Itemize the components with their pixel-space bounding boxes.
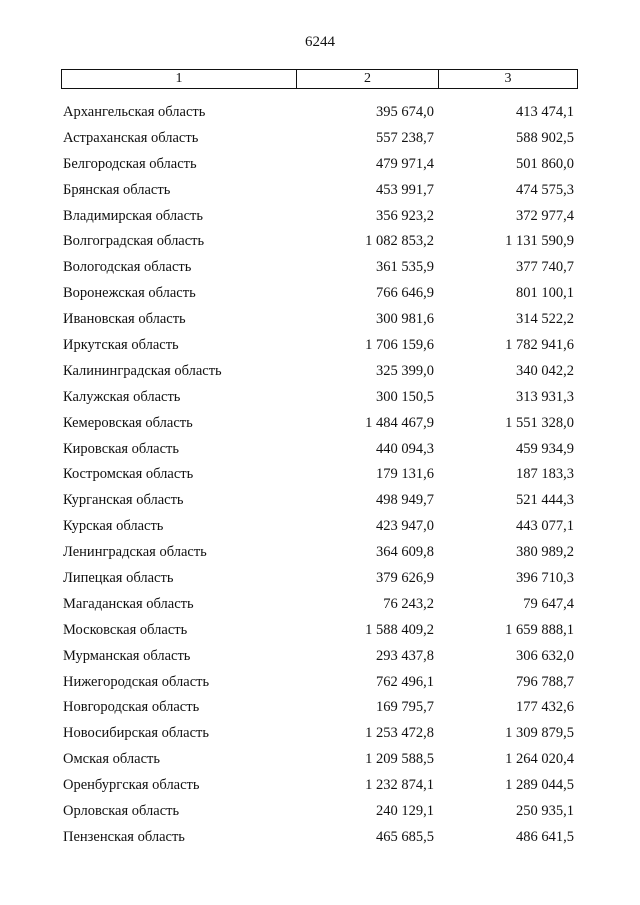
header-col-3: 3 bbox=[504, 71, 512, 86]
region-name: Ивановская область bbox=[63, 311, 186, 328]
value-col-3: 1 131 590,9 bbox=[505, 233, 574, 250]
value-col-2: 364 609,8 bbox=[376, 544, 434, 561]
region-name: Орловская область bbox=[63, 803, 180, 820]
region-name: Белгородская область bbox=[63, 155, 197, 172]
value-col-2: 293 437,8 bbox=[376, 647, 434, 664]
header-col-1: 1 bbox=[62, 70, 297, 88]
region-name: Липецкая область bbox=[63, 570, 174, 587]
table-row bbox=[0, 463, 640, 489]
table-row bbox=[0, 256, 640, 282]
value-col-2: 465 685,5 bbox=[376, 828, 434, 845]
value-col-3: 801 100,1 bbox=[516, 285, 574, 302]
value-col-2: 1 253 472,8 bbox=[365, 725, 434, 742]
value-col-3: 796 788,7 bbox=[516, 673, 574, 690]
table-row bbox=[0, 282, 640, 308]
region-name: Кемеровская область bbox=[63, 414, 193, 431]
value-col-3: 250 935,1 bbox=[516, 803, 574, 820]
value-col-3: 443 077,1 bbox=[516, 518, 574, 535]
table-row bbox=[0, 826, 640, 852]
table-row bbox=[0, 438, 640, 464]
region-name: Мурманская область bbox=[63, 647, 191, 664]
region-name: Курганская область bbox=[63, 492, 184, 509]
value-col-3: 474 575,3 bbox=[516, 181, 574, 198]
value-col-2: 498 949,7 bbox=[376, 492, 434, 509]
value-col-3: 1 289 044,5 bbox=[505, 777, 574, 794]
table-row bbox=[0, 412, 640, 438]
region-name: Пензенская область bbox=[63, 828, 185, 845]
region-name: Владимирская область bbox=[63, 207, 203, 224]
value-col-2: 325 399,0 bbox=[376, 362, 434, 379]
table-row bbox=[0, 360, 640, 386]
value-col-3: 521 444,3 bbox=[516, 492, 574, 509]
value-col-3: 177 432,6 bbox=[516, 699, 574, 716]
value-col-2: 1 209 588,5 bbox=[365, 751, 434, 768]
value-col-2: 169 795,7 bbox=[376, 699, 434, 716]
value-col-2: 300 981,6 bbox=[376, 311, 434, 328]
table-row bbox=[0, 671, 640, 697]
region-name: Иркутская область bbox=[63, 337, 179, 354]
region-name: Калининградская область bbox=[63, 362, 222, 379]
value-col-2: 479 971,4 bbox=[376, 155, 434, 172]
table-row bbox=[0, 645, 640, 671]
region-name: Кировская область bbox=[63, 440, 180, 457]
value-col-3: 79 647,4 bbox=[523, 595, 574, 612]
value-col-2: 1 484 467,9 bbox=[365, 414, 434, 431]
table-row bbox=[0, 593, 640, 619]
table-row bbox=[0, 696, 640, 722]
table-row bbox=[0, 800, 640, 826]
region-name: Калужская область bbox=[63, 388, 181, 405]
table-row bbox=[0, 541, 640, 567]
region-name: Новосибирская область bbox=[63, 725, 209, 742]
value-col-3: 588 902,5 bbox=[516, 129, 574, 146]
region-name: Ленинградская область bbox=[63, 544, 207, 561]
value-col-3: 314 522,2 bbox=[516, 311, 574, 328]
table-row bbox=[0, 230, 640, 256]
region-name: Новгородская область bbox=[63, 699, 200, 716]
value-col-2: 423 947,0 bbox=[376, 518, 434, 535]
region-name: Нижегородская область bbox=[63, 673, 210, 690]
value-col-2: 361 535,9 bbox=[376, 259, 434, 276]
table-row bbox=[0, 334, 640, 360]
table-row bbox=[0, 515, 640, 541]
value-col-3: 377 740,7 bbox=[516, 259, 574, 276]
table-row bbox=[0, 722, 640, 748]
value-col-2: 766 646,9 bbox=[376, 285, 434, 302]
region-name: Волгоградская область bbox=[63, 233, 205, 250]
table-row bbox=[0, 308, 640, 334]
value-col-3: 501 860,0 bbox=[516, 155, 574, 172]
value-col-3: 413 474,1 bbox=[516, 104, 574, 120]
value-col-2: 356 923,2 bbox=[376, 207, 434, 224]
value-col-2: 453 991,7 bbox=[376, 181, 434, 198]
region-name: Московская область bbox=[63, 621, 188, 638]
table-row bbox=[0, 127, 640, 153]
table-body bbox=[0, 101, 640, 852]
value-col-3: 1 659 888,1 bbox=[505, 621, 574, 638]
value-col-2: 1 082 853,2 bbox=[365, 233, 434, 250]
region-name: Курская область bbox=[63, 518, 164, 535]
table-row bbox=[0, 489, 640, 515]
table-row bbox=[0, 567, 640, 593]
value-col-2: 440 094,3 bbox=[376, 440, 434, 457]
region-name: Воронежская область bbox=[63, 285, 196, 302]
header-col-2: 2 bbox=[297, 70, 439, 88]
value-col-3: 459 934,9 bbox=[516, 440, 574, 457]
value-col-2: 300 150,5 bbox=[376, 388, 434, 405]
value-col-3: 1 782 941,6 bbox=[505, 337, 574, 354]
value-col-2: 379 626,9 bbox=[376, 570, 434, 587]
value-col-2: 557 238,7 bbox=[376, 129, 434, 146]
value-col-2: 179 131,6 bbox=[376, 466, 434, 483]
table-header bbox=[61, 69, 578, 89]
value-col-3: 306 632,0 bbox=[516, 647, 574, 664]
value-col-3: 340 042,2 bbox=[516, 362, 574, 379]
region-name: Костромская область bbox=[63, 466, 194, 483]
table-row bbox=[0, 748, 640, 774]
table-row bbox=[0, 179, 640, 205]
page-number: 6244 bbox=[305, 34, 335, 50]
region-name: Оренбургская область bbox=[63, 777, 200, 794]
table-row bbox=[0, 101, 640, 127]
value-col-2: 76 243,2 bbox=[383, 595, 434, 612]
value-col-3: 396 710,3 bbox=[516, 570, 574, 587]
value-col-2: 240 129,1 bbox=[376, 803, 434, 820]
value-col-2: 1 588 409,2 bbox=[365, 621, 434, 638]
table-row bbox=[0, 205, 640, 231]
region-name: Астраханская область bbox=[63, 129, 199, 146]
value-col-3: 380 989,2 bbox=[516, 544, 574, 561]
value-col-2: 395 674,0 bbox=[376, 104, 434, 120]
value-col-3: 1 264 020,4 bbox=[505, 751, 574, 768]
table-row bbox=[0, 619, 640, 645]
value-col-3: 1 551 328,0 bbox=[505, 414, 574, 431]
value-col-2: 762 496,1 bbox=[376, 673, 434, 690]
region-name: Магаданская область bbox=[63, 595, 194, 612]
value-col-3: 313 931,3 bbox=[516, 388, 574, 405]
table-row bbox=[0, 153, 640, 179]
value-col-2: 1 232 874,1 bbox=[365, 777, 434, 794]
value-col-3: 1 309 879,5 bbox=[505, 725, 574, 742]
value-col-3: 187 183,3 bbox=[516, 466, 574, 483]
value-col-2: 1 706 159,6 bbox=[365, 337, 434, 354]
region-name: Архангельская область bbox=[63, 104, 206, 120]
region-name: Брянская область bbox=[63, 181, 171, 198]
table-row bbox=[0, 386, 640, 412]
value-col-3: 486 641,5 bbox=[516, 828, 574, 845]
table-row bbox=[0, 774, 640, 800]
value-col-3: 372 977,4 bbox=[516, 207, 574, 224]
region-name: Вологодская область bbox=[63, 259, 192, 276]
region-name: Омская область bbox=[63, 751, 160, 768]
